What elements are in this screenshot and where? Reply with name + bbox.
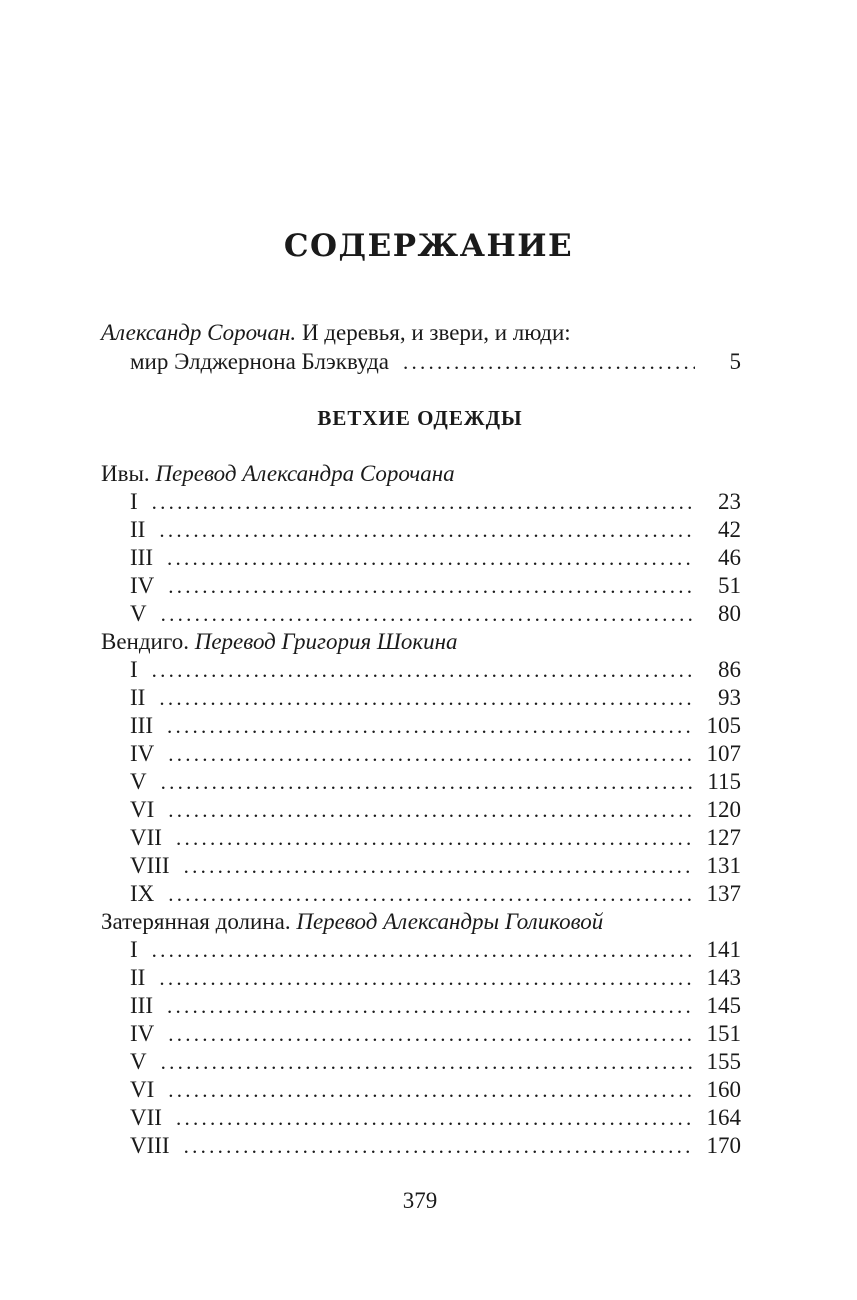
chapter-page-number: 141 (706, 937, 741, 962)
chapter-row (101, 768, 741, 796)
table-of-contents (101, 460, 741, 1160)
chapter-page-number: 46 (718, 545, 741, 570)
chapter-page-number: 143 (706, 965, 741, 990)
chapter-label: II (130, 965, 146, 990)
dot-leader (161, 600, 695, 628)
chapter-page-number: 107 (706, 741, 741, 766)
chapter-row (101, 796, 741, 824)
section-heading: ВЕТХИЕ ОДЕЖДЫ (317, 406, 523, 430)
chapter-label: III (130, 993, 153, 1018)
chapter-page-number: 145 (706, 993, 741, 1018)
story-translator: Перевод Александра Сорочана (149, 461, 455, 486)
dot-leader (152, 656, 695, 684)
chapter-row (101, 880, 741, 908)
chapter-label: V (130, 769, 147, 794)
intro-line-1 (101, 318, 741, 347)
chapter-page-number: 131 (706, 853, 741, 878)
dot-leader (159, 964, 695, 992)
story-title (101, 908, 741, 936)
chapter-label: V (130, 1049, 147, 1074)
dot-leader (403, 348, 695, 377)
intro-title-part1: И деревья, и звери, и люди: (296, 320, 571, 345)
chapter-row (101, 936, 741, 964)
dot-leader (159, 684, 695, 712)
chapter-page-number: 155 (706, 1049, 741, 1074)
chapter-row (101, 572, 741, 600)
chapter-row (101, 516, 741, 544)
chapter-page-number: 105 (706, 713, 741, 738)
chapter-label: II (130, 685, 146, 710)
chapter-row (101, 992, 741, 1020)
intro-entry (101, 318, 741, 377)
chapter-row (101, 824, 741, 852)
chapter-label: IX (130, 881, 155, 906)
chapter-row (101, 684, 741, 712)
chapter-row (101, 1076, 741, 1104)
intro-title-part2: мир Элджернона Блэквуда (130, 349, 390, 374)
chapter-page-number: 23 (718, 489, 741, 514)
chapter-label: III (130, 545, 153, 570)
chapter-page-number: 137 (706, 881, 741, 906)
chapter-label: VII (130, 1105, 162, 1130)
chapter-label: VIII (130, 1133, 170, 1158)
chapter-label: IV (130, 1021, 155, 1046)
dot-leader (161, 1048, 695, 1076)
chapter-row (101, 1132, 741, 1160)
chapter-page-number: 170 (706, 1133, 741, 1158)
dot-leader (184, 852, 695, 880)
dot-leader (176, 1104, 695, 1132)
chapter-row (101, 740, 741, 768)
chapter-row (101, 1048, 741, 1076)
dot-leader (152, 936, 695, 964)
dot-leader (168, 1020, 695, 1048)
chapter-label: III (130, 713, 153, 738)
story-translator: Перевод Александры Голиковой (290, 909, 604, 934)
chapter-row (101, 656, 741, 684)
dot-leader (184, 1132, 695, 1160)
chapter-label: V (130, 601, 147, 626)
dot-leader (168, 880, 695, 908)
dot-leader (176, 824, 695, 852)
chapter-row (101, 964, 741, 992)
chapter-label: I (130, 657, 138, 682)
intro-author: Александр Сорочан. (101, 320, 297, 345)
story-title (101, 460, 741, 488)
chapter-row (101, 852, 741, 880)
page-title: СОДЕРЖАНИЕ (283, 228, 574, 264)
intro-page-number: 5 (729, 349, 741, 374)
story-title (101, 628, 741, 656)
chapter-label: VIII (130, 853, 170, 878)
dot-leader (152, 488, 695, 516)
story-name: Затерянная долина. (101, 909, 291, 934)
chapter-label: IV (130, 573, 155, 598)
dot-leader (168, 572, 695, 600)
dot-leader (161, 768, 695, 796)
chapter-page-number: 86 (718, 657, 741, 682)
chapter-label: I (130, 489, 138, 514)
chapter-page-number: 120 (706, 797, 741, 822)
chapter-label: VI (130, 797, 155, 822)
chapter-row (101, 1104, 741, 1132)
chapter-page-number: 80 (718, 601, 741, 626)
chapter-page-number: 127 (706, 825, 741, 850)
chapter-page-number: 151 (706, 1021, 741, 1046)
dot-leader (167, 544, 695, 572)
dot-leader (168, 1076, 695, 1104)
dot-leader (168, 796, 695, 824)
dot-leader (159, 516, 695, 544)
chapter-label: VII (130, 825, 162, 850)
chapter-page-number: 51 (718, 573, 741, 598)
story-name: Ивы. (101, 461, 150, 486)
chapter-page-number: 42 (718, 517, 741, 542)
chapter-row (101, 488, 741, 516)
chapter-page-number: 93 (718, 685, 741, 710)
intro-line-2 (101, 347, 741, 377)
folio-page-number: 379 (402, 1188, 438, 1213)
chapter-page-number: 160 (706, 1077, 741, 1102)
chapter-row (101, 600, 741, 628)
story-translator: Перевод Григория Шокина (188, 629, 458, 654)
chapter-page-number: 164 (706, 1105, 741, 1130)
chapter-label: II (130, 517, 146, 542)
chapter-row (101, 544, 741, 572)
chapter-label: I (130, 937, 138, 962)
dot-leader (167, 992, 695, 1020)
chapter-label: IV (130, 741, 155, 766)
dot-leader (167, 712, 695, 740)
chapter-page-number: 115 (707, 769, 741, 794)
chapter-row (101, 1020, 741, 1048)
chapter-label: VI (130, 1077, 155, 1102)
dot-leader (168, 740, 695, 768)
chapter-row (101, 712, 741, 740)
story-name: Вендиго. (101, 629, 189, 654)
